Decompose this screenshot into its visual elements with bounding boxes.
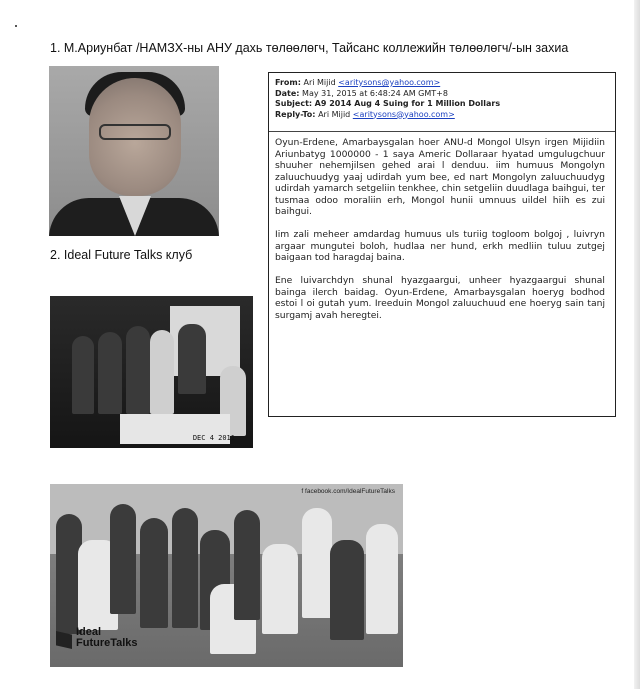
logo-line-1: Ideal xyxy=(76,626,102,638)
email-paragraph-1: Oyun-Erdene, Amarbaysgalan hoer ANU-d Mongol Ulsyn irgen Mijidiin Ariunbatyg 1000000 - 1 saya Americ Dollaraar hyatad umgulugchuur shuuher nehemjilsen gehed arai l denduu. iim humuus Mongolyn zaluuchuudyg yaaj udirdah yum bee, ed nart Mongolyn zaluuchuudyg udirdah yamarch setgeliin tenkhee, chin setgeliin duudlaga baihgui, ter tusmaa odoo moraliin erh, Mongol hunii umnuus uildel hiih es zui baihgui. xyxy=(275,137,605,217)
scan-speck xyxy=(15,25,17,27)
email-header-divider xyxy=(269,131,615,132)
section-heading-1: 1. М.Ариунбат /НАМЗХ-ны АНУ дахь төлөөлөгч, Тайсанс коллежийн төлөөлөгч/-ын захиа xyxy=(50,41,569,55)
portrait-photo xyxy=(49,66,219,236)
facebook-caption: f facebook.com/IdealFutureTalks xyxy=(301,488,395,495)
email-paragraph-2: Iim zali meheer amdardag humuus uls turiig togloom bolgoj , luivryn argaar mungutei boloh, hudlaa ner hund, erkh medliin tuluu zutgej baigaan tod haragdaj baina. xyxy=(275,229,605,263)
subject-label: Subject: xyxy=(275,99,313,108)
page-edge-shadow xyxy=(634,0,640,689)
logo-line-2: FutureTalks xyxy=(76,637,138,649)
replyto-label: Reply-To: xyxy=(275,109,316,119)
subject-value: A9 2014 Aug 4 Suing for 1 Million Dollars xyxy=(314,99,501,108)
email-paragraph-3: Ene luivarchdyn shunal hyazgaargui, unheer hyazgaargui shunal bainga ilerch baidag. Oyun-Erdene, Amarbaysgalan hoeryg bodhod estoi l oi gutah yum. Ireeduin Mongol zaluuchuud ene hoeryg sain tanj surgamj avah heregtei. xyxy=(275,275,605,321)
date-value: May 31, 2015 at 6:48:24 AM GMT+8 xyxy=(302,88,448,98)
email-date-row xyxy=(275,89,500,100)
club-group-photo xyxy=(50,484,403,667)
email-body xyxy=(275,137,605,333)
club-event-photo xyxy=(50,296,253,448)
email-screenshot xyxy=(268,72,616,417)
section-heading-2: 2. Ideal Future Talks клуб xyxy=(50,248,193,262)
from-label: From: xyxy=(275,78,301,87)
email-subject-row xyxy=(275,99,500,110)
email-replyto-row xyxy=(275,110,500,121)
replyto-name: Ari Mijid xyxy=(318,109,351,119)
replyto-address-link[interactable]: <aritysons@yahoo.com> xyxy=(352,109,455,119)
date-label: Date: xyxy=(275,88,300,98)
ideal-future-talks-logo xyxy=(56,627,156,657)
photo-date-stamp: DEC 4 2011 xyxy=(192,434,235,442)
from-address-link[interactable]: <aritysons@yahoo.com> xyxy=(338,78,441,87)
from-name: Ari Mijid xyxy=(303,78,336,87)
email-from-row xyxy=(275,78,500,89)
email-headers xyxy=(275,78,500,120)
